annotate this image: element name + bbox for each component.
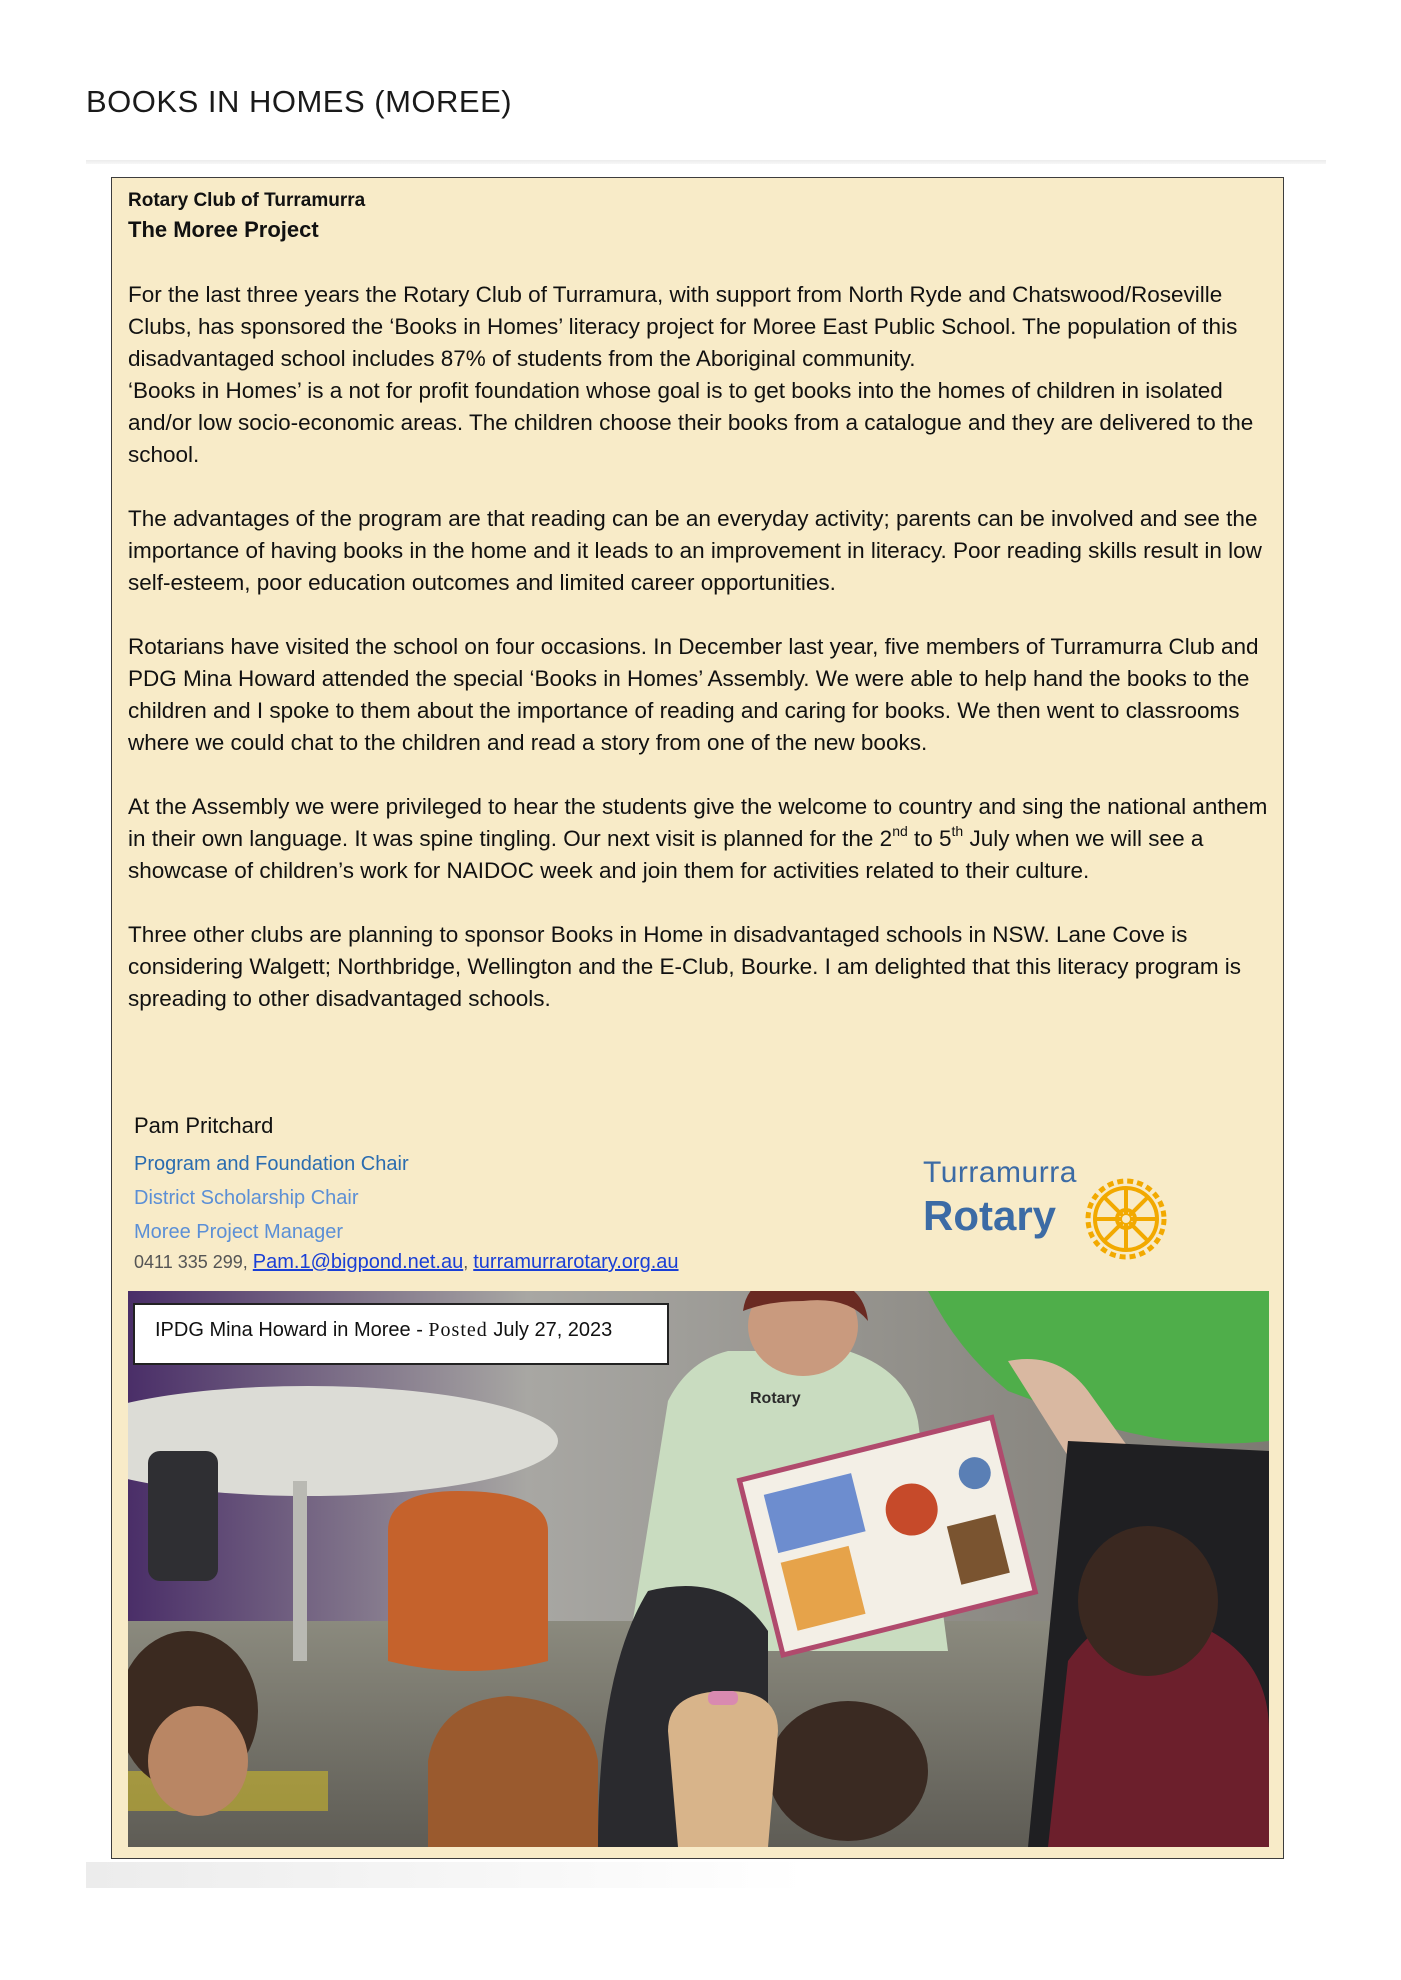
shirt-logo-text: Rotary	[750, 1390, 801, 1407]
signature-role-scholarship: District Scholarship Chair	[134, 1187, 359, 1209]
caption-prefix: IPDG Mina Howard in Moree -	[155, 1319, 429, 1341]
signature-role-program: Program and Foundation Chair	[134, 1153, 409, 1175]
logo-text-turramurra: Turramurra	[923, 1156, 1077, 1189]
assembly-text-3: July when we will see a showcase of children’s work for NAIDOC week and join them for activities related to their culture.	[128, 826, 1204, 883]
phone-number: 0411 335 299,	[134, 1252, 253, 1272]
assembly-text-1: At the Assembly we were privileged to hear the students give the welcome to country and sing the national anthem in their own language. It was spine tingling. Our next visit is planned for the 2	[128, 794, 1268, 851]
event-photo	[128, 1291, 1269, 1847]
child-head-right	[1078, 1526, 1218, 1676]
paragraph-intro: For the last three years the Rotary Club of Turramura, with support from North Ryde and Chatswood/Roseville Clubs, has sponsored the ‘Books in Homes’ literacy project for Moree East Public School. The population of this disadvantaged school includes 87% of students from the Aboriginal community.	[128, 282, 1238, 371]
email-link[interactable]: Pam.1@bigpond.net.au	[252, 1251, 464, 1273]
ordinal-th: th	[951, 822, 964, 839]
ordinal-nd: nd	[892, 822, 908, 839]
photo-caption	[133, 1303, 669, 1365]
photo-illustration	[128, 1291, 1269, 1847]
paragraph-other-clubs: Three other clubs are planning to sponsor Books in Home in disadvantaged schools in NSW. Lane Cove is considering Walgett; Northbridge, Wellington and the E-Club, Bourke. I am delighted that this literacy program is spreading to other disadvantaged schools.	[128, 922, 1242, 1011]
page-title: BOOKS IN HOMES (MOREE)	[86, 84, 513, 119]
leather-bag	[428, 1696, 598, 1847]
child-face-left	[148, 1706, 248, 1816]
article-body	[128, 279, 1273, 1047]
braided-hair-child	[668, 1691, 778, 1847]
article-card	[111, 177, 1284, 1859]
office-chair	[148, 1451, 218, 1581]
table-leg	[293, 1481, 307, 1661]
rotary-wheel-icon	[1083, 1176, 1169, 1262]
contact-line	[134, 1251, 834, 1274]
title-divider	[86, 160, 1326, 164]
contact-separator: ,	[463, 1252, 474, 1272]
paragraph-advantages: The advantages of the program are that reading can be an everyday activity; parents can be involved and see the importance of having books in the home and it leads to an improvement in literacy. Poor reading skills result in low self-esteem, poor education outcomes and limited career opportunities.	[128, 506, 1262, 595]
assembly-text-2: to 5	[907, 826, 952, 851]
logo-text-rotary: Rotary	[923, 1192, 1057, 1239]
paragraph-foundation: ‘Books in Homes’ is a not for profit foundation whose goal is to get books into the homes of children in isolated and/or low socio-economic areas. The children choose their books from a catalogue and they are delivered to the school.	[128, 378, 1254, 467]
caption-date: July 27, 2023	[487, 1319, 613, 1341]
paragraph-visits: Rotarians have visited the school on four occasions. In December last year, five members of Turramurra Club and PDG Mina Howard attended the special ‘Books in Homes’ Assembly. We were able to help hand the books to the children and I spoke to them about the importance of reading and caring for books. We then went to classrooms where we could chat to the children and read a story from one of the new books.	[128, 634, 1259, 755]
signature-block	[134, 1113, 834, 1274]
child-head-center	[768, 1701, 928, 1841]
project-name: The Moree Project	[128, 217, 319, 242]
pink-scrunchie	[708, 1691, 738, 1705]
signature-name: Pam Pritchard	[134, 1113, 274, 1138]
orange-ottoman	[388, 1491, 548, 1671]
paragraph-assembly	[128, 791, 1273, 887]
signature-role-project: Moree Project Manager	[134, 1221, 343, 1243]
club-name: Rotary Club of Turramurra	[128, 190, 366, 211]
turramurra-rotary-logo	[907, 1156, 1167, 1276]
website-link[interactable]: turramurrarotary.org.au	[473, 1251, 679, 1273]
caption-posted: Posted	[428, 1319, 488, 1341]
bottom-divider	[86, 1862, 806, 1888]
